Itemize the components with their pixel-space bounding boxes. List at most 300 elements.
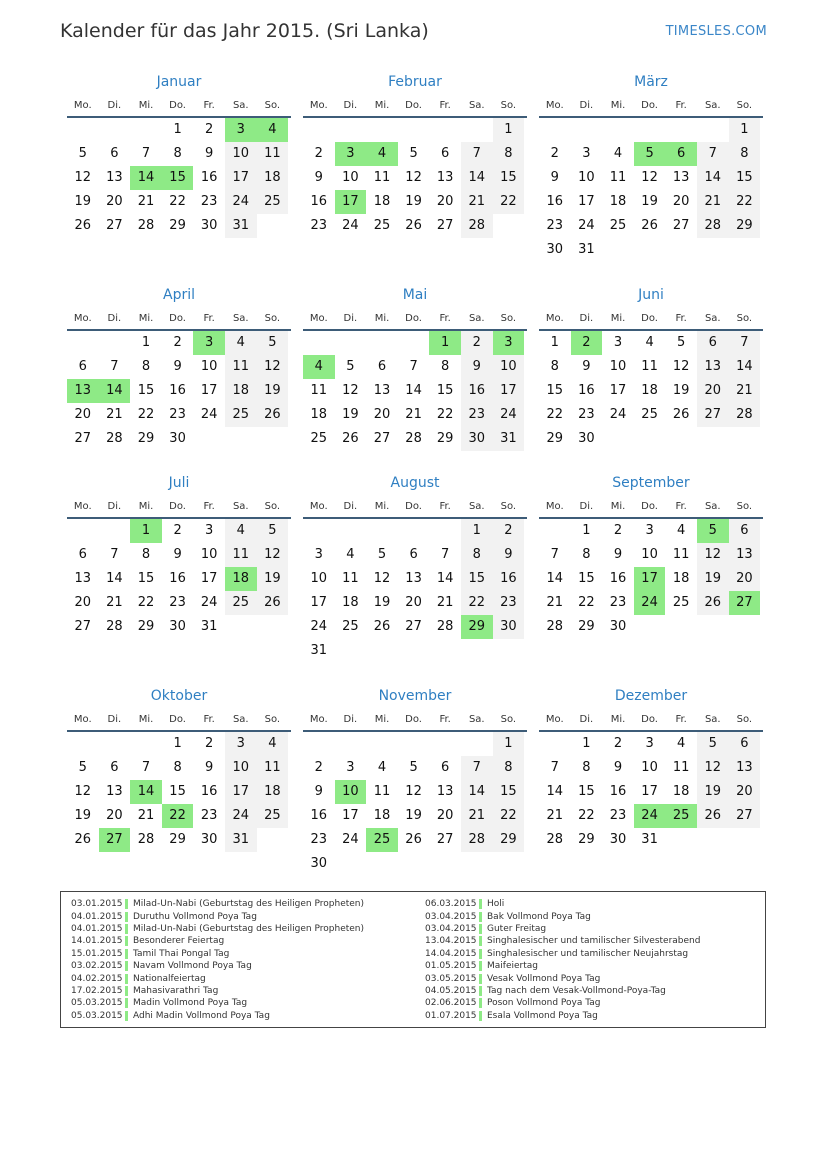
legend-holiday-name: Tamil Thai Pongal Tag: [133, 948, 230, 959]
weekday-label: Sa.: [704, 500, 721, 512]
empty-day-cell: [729, 238, 761, 262]
weekend-day-cell: 20: [729, 567, 761, 591]
month-title: November: [378, 688, 452, 704]
day-cell: 29: [169, 832, 186, 847]
day-cell: 28: [106, 431, 123, 446]
day-cell: 13: [405, 571, 422, 586]
legend-color-marker: [125, 899, 128, 909]
legend-date: 04.05.2015: [425, 985, 477, 996]
day-cell: 27: [672, 218, 690, 233]
weekend-day-cell: 22: [493, 190, 525, 214]
day-cell: 2: [314, 760, 323, 775]
day-cell: 21: [106, 595, 123, 610]
weekday-label: Do.: [169, 500, 186, 512]
day-cell: 31: [200, 619, 218, 634]
day-cell: 25: [342, 619, 359, 634]
weekday-label: Mo.: [73, 312, 92, 324]
day-cell: 26: [405, 218, 422, 233]
empty-day-cell: [665, 427, 697, 451]
weekend-day-cell: 6: [697, 331, 729, 355]
month-title: April: [163, 287, 195, 303]
day-cell: 7: [110, 547, 119, 562]
day-cell: 25: [672, 595, 690, 610]
day-cell: 29: [578, 619, 595, 634]
weekend-day-cell: 27: [729, 804, 761, 828]
day-cell: 10: [200, 547, 218, 562]
legend-date: 01.05.2015: [425, 961, 477, 972]
day-cell: 21: [546, 595, 564, 610]
weekday-label: So.: [736, 312, 753, 324]
weekend-day-cell: 29: [493, 828, 525, 852]
legend-row: [425, 960, 700, 972]
day-cell: 24: [342, 218, 359, 233]
weekday-header: [67, 307, 291, 331]
empty-day-cell: [429, 732, 461, 756]
empty-day-cell: [335, 118, 367, 142]
week-row: [539, 828, 763, 852]
weekday-label: Mo.: [309, 312, 328, 324]
day-cell: 9: [314, 784, 323, 799]
day-cell: 29: [137, 619, 155, 634]
weekday-label: Do.: [405, 99, 422, 111]
legend-row: [71, 948, 364, 960]
day-cell: 16: [546, 194, 564, 209]
day-cell: 15: [169, 784, 186, 799]
day-cell: 8: [582, 760, 591, 775]
week-row: [303, 852, 527, 876]
weekend-day-cell: 27: [697, 403, 729, 427]
day-cell: 14: [405, 383, 422, 398]
weekend-day-cell: 17: [493, 379, 525, 403]
legend-date: 04.02.2015: [71, 973, 123, 984]
legend-holiday-name: Adhi Madin Vollmond Poya Tag: [133, 1010, 270, 1021]
brand-link[interactable]: TIMESLES.COM: [665, 24, 767, 39]
day-cell: 16: [169, 571, 186, 586]
day-cell: 15: [436, 383, 454, 398]
legend-color-marker: [479, 974, 482, 984]
day-cell: 2: [314, 146, 323, 161]
day-cell: 24: [200, 595, 218, 610]
day-cell: 23: [169, 595, 186, 610]
day-cell: 24: [578, 218, 595, 233]
weekday-label: Mi.: [138, 500, 154, 512]
weekend-day-cell: 9: [493, 543, 525, 567]
weekday-header: [67, 708, 291, 732]
holiday-day-cell: 27: [729, 591, 761, 615]
weekend-day-cell: 6: [729, 519, 761, 543]
day-cell: 30: [310, 856, 328, 871]
day-cell: 17: [578, 194, 595, 209]
empty-day-cell: [398, 519, 430, 543]
empty-day-cell: [429, 118, 461, 142]
day-cell: 27: [436, 832, 454, 847]
day-cell: 8: [550, 359, 559, 374]
day-cell: 25: [310, 431, 328, 446]
empty-day-cell: [429, 519, 461, 543]
week-row: [67, 118, 291, 142]
day-cell: 30: [609, 619, 627, 634]
month-block: [539, 686, 763, 852]
empty-day-cell: [193, 427, 225, 451]
weekend-day-cell: 25: [257, 804, 289, 828]
weekday-label: Sa.: [704, 312, 721, 324]
month-title: Juni: [638, 287, 664, 303]
week-row: [67, 732, 291, 756]
legend-color-marker: [125, 949, 128, 959]
legend-row: [71, 923, 364, 935]
day-cell: 26: [405, 832, 422, 847]
day-cell: 8: [582, 547, 591, 562]
legend-date: 03.05.2015: [425, 973, 477, 984]
weekend-day-cell: 31: [493, 427, 525, 451]
weekend-day-cell: 28: [461, 214, 493, 238]
weekend-day-cell: 26: [257, 591, 289, 615]
weekend-day-cell: 8: [461, 543, 493, 567]
weekend-day-cell: 11: [257, 142, 289, 166]
weekday-label: Di.: [579, 312, 594, 324]
weekday-label: Fr.: [203, 99, 215, 111]
day-cell: 5: [78, 760, 87, 775]
empty-day-cell: [366, 331, 398, 355]
weekday-label: Mi.: [610, 713, 626, 725]
legend-holiday-name: Singhalesischer und tamilischer Neujahrstag: [487, 948, 689, 959]
empty-day-cell: [366, 118, 398, 142]
holiday-day-cell: 22: [162, 804, 194, 828]
legend-holiday-name: Singhalesischer und tamilischer Silvesterabend: [487, 936, 701, 947]
day-cell: 3: [314, 547, 323, 562]
empty-day-cell: [335, 519, 367, 543]
weekend-day-cell: 28: [729, 403, 761, 427]
week-row: [303, 403, 527, 427]
empty-day-cell: [461, 732, 493, 756]
weekday-header: [539, 94, 763, 118]
empty-day-cell: [571, 118, 603, 142]
day-cell: 16: [200, 170, 218, 185]
month-title: März: [634, 74, 668, 90]
day-cell: 20: [106, 808, 123, 823]
week-row: [67, 403, 291, 427]
empty-day-cell: [225, 615, 257, 639]
day-cell: 13: [74, 571, 92, 586]
legend-date: 03.04.2015: [425, 911, 477, 922]
weekday-label: Fr.: [203, 713, 215, 725]
weekday-label: Mi.: [138, 312, 154, 324]
legend-color-marker: [479, 949, 482, 959]
weekend-day-cell: 15: [493, 166, 525, 190]
day-cell: 10: [578, 170, 595, 185]
week-row: [303, 379, 527, 403]
weekend-day-cell: 18: [257, 166, 289, 190]
day-cell: 28: [137, 832, 155, 847]
weekday-label: Do.: [641, 312, 658, 324]
legend-column-right: [425, 898, 700, 1022]
month-block: [303, 686, 527, 876]
day-cell: 24: [200, 407, 218, 422]
weekend-day-cell: 19: [697, 567, 729, 591]
legend-holiday-name: Mahasivarathri Tag: [133, 985, 219, 996]
legend-color-marker: [479, 924, 482, 934]
legend-holiday-name: Bak Vollmond Poya Tag: [487, 911, 591, 922]
day-cell: 29: [578, 832, 595, 847]
day-cell: 19: [74, 194, 92, 209]
day-cell: 17: [609, 383, 627, 398]
day-cell: 24: [609, 407, 627, 422]
weekend-day-cell: 1: [493, 732, 525, 756]
day-cell: 15: [578, 571, 595, 586]
week-row: [303, 166, 527, 190]
empty-day-cell: [99, 331, 131, 355]
day-cell: 26: [672, 407, 690, 422]
month-title: Oktober: [150, 688, 208, 704]
day-cell: 27: [74, 431, 92, 446]
weekend-day-cell: 28: [697, 214, 729, 238]
week-row: [539, 403, 763, 427]
weekend-day-cell: 10: [225, 756, 257, 780]
weekday-label: Sa.: [232, 312, 249, 324]
weekend-day-cell: 12: [697, 543, 729, 567]
weekday-label: Fr.: [439, 99, 451, 111]
day-cell: 3: [205, 523, 214, 538]
empty-day-cell: [366, 732, 398, 756]
month-block: [67, 72, 291, 238]
week-row: [67, 190, 291, 214]
weekend-day-cell: 14: [729, 355, 761, 379]
legend-row: [71, 985, 364, 997]
weekend-day-cell: 13: [729, 756, 761, 780]
empty-day-cell: [67, 118, 99, 142]
day-cell: 25: [373, 218, 391, 233]
weekday-label: Mo.: [309, 713, 328, 725]
legend-date: 14.01.2015: [71, 936, 123, 947]
week-row: [303, 828, 527, 852]
weekend-day-cell: 10: [225, 142, 257, 166]
week-row: [67, 214, 291, 238]
week-row: [539, 238, 763, 262]
empty-day-cell: [697, 238, 729, 262]
empty-day-cell: [539, 732, 571, 756]
weekday-label: Do.: [641, 99, 658, 111]
legend-color-marker: [479, 899, 482, 909]
week-row: [67, 166, 291, 190]
week-row: [539, 166, 763, 190]
week-row: [67, 427, 291, 451]
weekend-day-cell: 31: [225, 828, 257, 852]
weekend-day-cell: 12: [257, 543, 289, 567]
legend-color-marker: [125, 1011, 128, 1021]
week-row: [303, 519, 527, 543]
legend-date: 03.01.2015: [71, 899, 123, 910]
legend-date: 04.01.2015: [71, 923, 123, 934]
week-row: [539, 543, 763, 567]
weekday-label: Mi.: [138, 713, 154, 725]
weekday-label: So.: [500, 312, 517, 324]
legend-date: 02.06.2015: [425, 998, 477, 1009]
month-block: [539, 285, 763, 451]
day-cell: 9: [582, 359, 591, 374]
day-cell: 8: [173, 146, 182, 161]
day-cell: 20: [373, 407, 391, 422]
day-cell: 1: [173, 122, 182, 137]
weekday-label: Sa.: [232, 500, 249, 512]
day-cell: 11: [672, 760, 690, 775]
weekend-day-cell: 22: [493, 804, 525, 828]
weekend-day-cell: 4: [257, 732, 289, 756]
day-cell: 20: [672, 194, 690, 209]
holiday-day-cell: 5: [697, 519, 729, 543]
legend-holiday-name: Milad-Un-Nabi (Geburtstag des Heiligen Propheten): [133, 923, 365, 934]
day-cell: 12: [672, 359, 690, 374]
weekend-day-cell: 11: [257, 756, 289, 780]
weekend-day-cell: 7: [461, 142, 493, 166]
day-cell: 26: [342, 431, 359, 446]
empty-day-cell: [729, 427, 761, 451]
day-cell: 17: [200, 571, 218, 586]
holiday-legend: [60, 891, 766, 1028]
weekend-day-cell: 20: [729, 780, 761, 804]
weekend-day-cell: 15: [493, 780, 525, 804]
weekend-day-cell: 13: [697, 355, 729, 379]
week-row: [67, 142, 291, 166]
day-cell: 29: [436, 431, 454, 446]
weekday-label: Do.: [169, 312, 186, 324]
holiday-day-cell: 3: [225, 118, 257, 142]
weekend-day-cell: 10: [493, 355, 525, 379]
day-cell: 21: [405, 407, 422, 422]
day-cell: 28: [546, 832, 564, 847]
legend-color-marker: [125, 961, 128, 971]
empty-day-cell: [602, 427, 634, 451]
holiday-day-cell: 17: [634, 567, 666, 591]
weekday-label: Di.: [343, 500, 358, 512]
week-row: [67, 355, 291, 379]
weekday-label: Mo.: [309, 500, 328, 512]
day-cell: 2: [205, 736, 214, 751]
weekend-day-cell: 4: [225, 519, 257, 543]
weekday-label: Di.: [579, 713, 594, 725]
weekend-day-cell: 1: [461, 519, 493, 543]
day-cell: 16: [609, 784, 627, 799]
day-cell: 21: [546, 808, 564, 823]
empty-day-cell: [493, 214, 525, 238]
weekday-label: Mi.: [374, 500, 390, 512]
empty-day-cell: [130, 732, 162, 756]
day-cell: 10: [200, 359, 218, 374]
weekend-day-cell: 24: [493, 403, 525, 427]
holiday-day-cell: 25: [665, 804, 697, 828]
day-cell: 31: [641, 832, 658, 847]
day-cell: 10: [609, 359, 627, 374]
day-cell: 14: [546, 571, 564, 586]
weekday-label: Fr.: [675, 312, 687, 324]
holiday-day-cell: 15: [162, 166, 194, 190]
weekend-day-cell: 25: [225, 403, 257, 427]
legend-row: [425, 985, 700, 997]
day-cell: 9: [314, 170, 323, 185]
week-row: [67, 756, 291, 780]
legend-date: 15.01.2015: [71, 948, 123, 959]
day-cell: 6: [441, 760, 450, 775]
empty-day-cell: [67, 519, 99, 543]
weekday-header: [539, 307, 763, 331]
day-cell: 23: [310, 832, 328, 847]
day-cell: 18: [641, 383, 658, 398]
day-cell: 23: [169, 407, 186, 422]
day-cell: 17: [641, 784, 658, 799]
day-cell: 30: [169, 431, 186, 446]
day-cell: 10: [310, 571, 328, 586]
legend-holiday-name: Duruthu Vollmond Poya Tag: [133, 911, 257, 922]
day-cell: 9: [205, 760, 214, 775]
month-block: [539, 72, 763, 262]
day-cell: 8: [441, 359, 450, 374]
legend-holiday-name: Guter Freitag: [487, 923, 547, 934]
day-cell: 27: [436, 218, 454, 233]
weekend-day-cell: 11: [225, 355, 257, 379]
day-cell: 22: [546, 407, 564, 422]
legend-row: [425, 972, 700, 984]
holiday-day-cell: 4: [303, 355, 335, 379]
empty-day-cell: [99, 118, 131, 142]
week-row: [539, 732, 763, 756]
weekday-label: Sa.: [232, 713, 249, 725]
day-cell: 21: [436, 595, 454, 610]
day-cell: 30: [578, 431, 595, 446]
legend-row: [71, 1010, 364, 1022]
day-cell: 3: [613, 335, 623, 350]
empty-day-cell: [398, 732, 430, 756]
weekend-day-cell: 5: [257, 519, 289, 543]
week-row: [303, 756, 527, 780]
day-cell: 1: [550, 335, 559, 350]
weekend-day-cell: 9: [461, 355, 493, 379]
weekend-day-cell: 31: [225, 214, 257, 238]
day-cell: 31: [310, 643, 328, 658]
day-cell: 30: [200, 832, 218, 847]
day-cell: 12: [342, 383, 359, 398]
day-cell: 26: [373, 619, 391, 634]
day-cell: 9: [205, 146, 214, 161]
day-cell: 15: [137, 383, 155, 398]
day-cell: 12: [641, 170, 658, 185]
weekend-day-cell: 22: [729, 190, 761, 214]
weekend-day-cell: 7: [697, 142, 729, 166]
empty-day-cell: [665, 118, 697, 142]
weekend-day-cell: 21: [461, 804, 493, 828]
month-block: [303, 473, 527, 663]
weekend-day-cell: 26: [697, 804, 729, 828]
weekend-day-cell: 22: [461, 591, 493, 615]
week-row: [539, 780, 763, 804]
day-cell: 25: [641, 407, 658, 422]
page-title: Kalender für das Jahr 2015. (Sri Lanka): [60, 20, 429, 42]
empty-day-cell: [366, 852, 398, 876]
day-cell: 4: [645, 335, 654, 350]
day-cell: 21: [137, 808, 155, 823]
weekday-label: So.: [500, 713, 517, 725]
legend-holiday-name: Nationalfeiertag: [133, 973, 206, 984]
empty-day-cell: [634, 615, 666, 639]
weekend-day-cell: 1: [729, 118, 761, 142]
weekday-label: So.: [264, 713, 281, 725]
legend-date: 13.04.2015: [425, 936, 477, 947]
empty-day-cell: [493, 852, 525, 876]
weekday-label: Sa.: [704, 99, 721, 111]
week-row: [303, 427, 527, 451]
weekday-label: So.: [736, 500, 753, 512]
legend-row: [71, 898, 364, 910]
day-cell: 7: [409, 359, 418, 374]
day-cell: 11: [609, 170, 627, 185]
